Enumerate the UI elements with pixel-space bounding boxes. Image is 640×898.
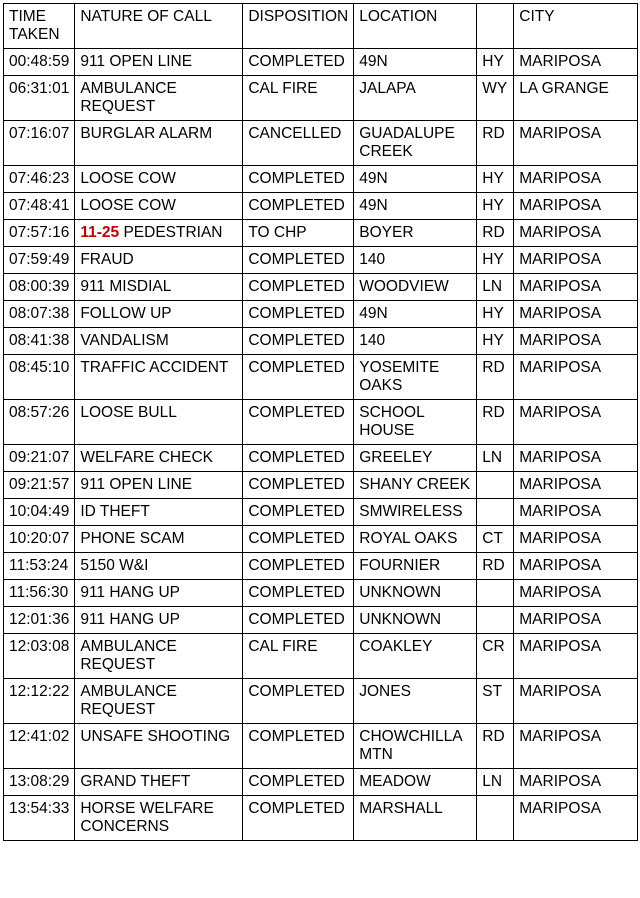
cell-nature xyxy=(75,328,243,355)
cell-city: MARIPOSA xyxy=(514,193,638,220)
cell-nature xyxy=(75,166,243,193)
nature-text: PEDESTRIAN xyxy=(119,224,223,241)
nature-text: 911 HANG UP xyxy=(80,611,180,628)
cell-nature xyxy=(75,472,243,499)
cell-location: UNKNOWN xyxy=(354,580,477,607)
cell-location: 49N xyxy=(354,193,477,220)
cell-city: MARIPOSA xyxy=(514,274,638,301)
cell-city: MARIPOSA xyxy=(514,328,638,355)
cell-disposition: COMPLETED xyxy=(243,499,354,526)
cell-nature xyxy=(75,274,243,301)
incident-code: 11-25 xyxy=(80,224,120,241)
header-suffix xyxy=(477,4,514,49)
table-row xyxy=(4,49,638,76)
cell-city: MARIPOSA xyxy=(514,301,638,328)
cell-nature xyxy=(75,400,243,445)
cell-time: 08:57:26 xyxy=(4,400,75,445)
table-row xyxy=(4,328,638,355)
cell-location: 49N xyxy=(354,49,477,76)
cell-nature xyxy=(75,499,243,526)
cell-time: 09:21:07 xyxy=(4,445,75,472)
cell-city: MARIPOSA xyxy=(514,553,638,580)
cell-nature xyxy=(75,49,243,76)
cell-disposition: COMPLETED xyxy=(243,400,354,445)
cell-location: FOURNIER xyxy=(354,553,477,580)
nature-text: 911 HANG UP xyxy=(80,584,180,601)
cell-location: 140 xyxy=(354,328,477,355)
table-row xyxy=(4,679,638,724)
table-row xyxy=(4,796,638,841)
nature-text: ID THEFT xyxy=(80,503,150,520)
cell-time: 00:48:59 xyxy=(4,49,75,76)
cell-city: MARIPOSA xyxy=(514,499,638,526)
cell-suffix: RD xyxy=(477,355,514,400)
table-row xyxy=(4,499,638,526)
cell-location: JONES xyxy=(354,679,477,724)
table-row xyxy=(4,274,638,301)
cell-disposition: COMPLETED xyxy=(243,49,354,76)
cell-time: 07:46:23 xyxy=(4,166,75,193)
cell-disposition: COMPLETED xyxy=(243,724,354,769)
cell-location: 49N xyxy=(354,301,477,328)
cell-time: 13:08:29 xyxy=(4,769,75,796)
table-row xyxy=(4,76,638,121)
cell-disposition: COMPLETED xyxy=(243,328,354,355)
cell-location: COAKLEY xyxy=(354,634,477,679)
cell-nature xyxy=(75,634,243,679)
cell-disposition: COMPLETED xyxy=(243,607,354,634)
nature-text: GRAND THEFT xyxy=(80,773,191,790)
cell-nature xyxy=(75,445,243,472)
cell-disposition: COMPLETED xyxy=(243,580,354,607)
cell-time: 10:20:07 xyxy=(4,526,75,553)
nature-text: WELFARE CHECK xyxy=(80,449,213,466)
table-row xyxy=(4,724,638,769)
table-row xyxy=(4,301,638,328)
cell-time: 13:54:33 xyxy=(4,796,75,841)
cell-disposition: COMPLETED xyxy=(243,193,354,220)
cell-suffix: RD xyxy=(477,400,514,445)
cell-time: 07:59:49 xyxy=(4,247,75,274)
table-row xyxy=(4,553,638,580)
cell-nature xyxy=(75,220,243,247)
cell-suffix xyxy=(477,580,514,607)
cell-disposition: CAL FIRE xyxy=(243,76,354,121)
cell-city: MARIPOSA xyxy=(514,472,638,499)
nature-text: AMBULANCE REQUEST xyxy=(80,683,182,718)
cell-suffix: RD xyxy=(477,724,514,769)
cell-time: 12:01:36 xyxy=(4,607,75,634)
cell-nature xyxy=(75,724,243,769)
cell-nature xyxy=(75,607,243,634)
cell-disposition: COMPLETED xyxy=(243,769,354,796)
cell-suffix: HY xyxy=(477,193,514,220)
cell-disposition: COMPLETED xyxy=(243,301,354,328)
cell-location: ROYAL OAKS xyxy=(354,526,477,553)
cell-suffix: HY xyxy=(477,247,514,274)
cell-city: MARIPOSA xyxy=(514,724,638,769)
cell-time: 07:16:07 xyxy=(4,121,75,166)
cell-time: 09:21:57 xyxy=(4,472,75,499)
cell-disposition: COMPLETED xyxy=(243,679,354,724)
cell-disposition: COMPLETED xyxy=(243,526,354,553)
cell-location: WOODVIEW xyxy=(354,274,477,301)
table-row xyxy=(4,220,638,247)
cell-city: MARIPOSA xyxy=(514,679,638,724)
nature-text: LOOSE COW xyxy=(80,197,176,214)
table-row xyxy=(4,769,638,796)
nature-text: TRAFFIC ACCIDENT xyxy=(80,359,229,376)
cell-city: MARIPOSA xyxy=(514,121,638,166)
nature-text: VANDALISM xyxy=(80,332,169,349)
cell-location: 49N xyxy=(354,166,477,193)
cell-city: LA GRANGE xyxy=(514,76,638,121)
cell-disposition: COMPLETED xyxy=(243,472,354,499)
nature-text: 5150 W&I xyxy=(80,557,149,574)
cell-nature xyxy=(75,247,243,274)
nature-text: BURGLAR ALARM xyxy=(80,125,213,142)
table-row xyxy=(4,634,638,679)
cell-disposition: COMPLETED xyxy=(243,445,354,472)
cell-city: MARIPOSA xyxy=(514,445,638,472)
cell-suffix: LN xyxy=(477,769,514,796)
cell-location: UNKNOWN xyxy=(354,607,477,634)
nature-text: FOLLOW UP xyxy=(80,305,172,322)
nature-text: 911 OPEN LINE xyxy=(80,476,193,493)
cell-suffix: CR xyxy=(477,634,514,679)
nature-text: HORSE WELFARE CONCERNS xyxy=(80,800,219,835)
cell-nature xyxy=(75,769,243,796)
cell-city: MARIPOSA xyxy=(514,400,638,445)
nature-text: 911 MISDIAL xyxy=(80,278,172,295)
cell-disposition: COMPLETED xyxy=(243,274,354,301)
cell-nature xyxy=(75,679,243,724)
cell-city: MARIPOSA xyxy=(514,247,638,274)
cell-city: MARIPOSA xyxy=(514,526,638,553)
cell-disposition: COMPLETED xyxy=(243,355,354,400)
table-row xyxy=(4,166,638,193)
cell-disposition: COMPLETED xyxy=(243,796,354,841)
cell-suffix xyxy=(477,499,514,526)
nature-text: UNSAFE SHOOTING xyxy=(80,728,231,745)
cell-time: 12:12:22 xyxy=(4,679,75,724)
cell-time: 07:57:16 xyxy=(4,220,75,247)
header-city: CITY xyxy=(514,4,638,49)
cell-suffix: HY xyxy=(477,166,514,193)
cell-nature xyxy=(75,193,243,220)
cell-location: CHOWCHILLA MTN xyxy=(354,724,477,769)
header-location: LOCATION xyxy=(354,4,477,49)
cell-disposition: COMPLETED xyxy=(243,247,354,274)
cell-location: GUADALUPE CREEK xyxy=(354,121,477,166)
cell-time: 08:07:38 xyxy=(4,301,75,328)
cell-nature xyxy=(75,355,243,400)
cell-location: MEADOW xyxy=(354,769,477,796)
cell-suffix: ST xyxy=(477,679,514,724)
cell-time: 07:48:41 xyxy=(4,193,75,220)
nature-text: AMBULANCE REQUEST xyxy=(80,80,182,115)
table-row xyxy=(4,445,638,472)
table-row xyxy=(4,400,638,445)
cell-city: MARIPOSA xyxy=(514,607,638,634)
header-row xyxy=(4,4,638,49)
cell-time: 08:45:10 xyxy=(4,355,75,400)
cell-location: SCHOOL HOUSE xyxy=(354,400,477,445)
cell-suffix: WY xyxy=(477,76,514,121)
cell-nature xyxy=(75,580,243,607)
cell-time: 12:03:08 xyxy=(4,634,75,679)
cell-location: MARSHALL xyxy=(354,796,477,841)
cell-location: JALAPA xyxy=(354,76,477,121)
header-nature: NATURE OF CALL xyxy=(75,4,243,49)
cell-time: 11:53:24 xyxy=(4,553,75,580)
table-row xyxy=(4,193,638,220)
nature-text: AMBULANCE REQUEST xyxy=(80,638,182,673)
cell-city: MARIPOSA xyxy=(514,796,638,841)
cell-time: 08:00:39 xyxy=(4,274,75,301)
nature-text: LOOSE BULL xyxy=(80,404,177,421)
cell-nature xyxy=(75,796,243,841)
cell-disposition: CANCELLED xyxy=(243,121,354,166)
cell-city: MARIPOSA xyxy=(514,166,638,193)
cell-suffix xyxy=(477,472,514,499)
cell-location: 140 xyxy=(354,247,477,274)
cell-suffix: CT xyxy=(477,526,514,553)
cell-time: 08:41:38 xyxy=(4,328,75,355)
table-row xyxy=(4,472,638,499)
cell-time: 11:56:30 xyxy=(4,580,75,607)
cell-time: 10:04:49 xyxy=(4,499,75,526)
cell-time: 06:31:01 xyxy=(4,76,75,121)
cell-nature xyxy=(75,553,243,580)
header-disposition: DISPOSITION xyxy=(243,4,354,49)
cell-location: YOSEMITE OAKS xyxy=(354,355,477,400)
cell-disposition: COMPLETED xyxy=(243,166,354,193)
table-row xyxy=(4,526,638,553)
nature-text: LOOSE COW xyxy=(80,170,176,187)
table-row xyxy=(4,121,638,166)
cell-disposition: TO CHP xyxy=(243,220,354,247)
cell-city: MARIPOSA xyxy=(514,634,638,679)
table-row xyxy=(4,247,638,274)
cell-location: GREELEY xyxy=(354,445,477,472)
cell-time: 12:41:02 xyxy=(4,724,75,769)
cell-location: SHANY CREEK xyxy=(354,472,477,499)
nature-text: 911 OPEN LINE xyxy=(80,53,193,70)
table-row xyxy=(4,580,638,607)
cell-nature xyxy=(75,121,243,166)
cell-suffix: LN xyxy=(477,274,514,301)
cell-location: SMWIRELESS xyxy=(354,499,477,526)
cell-suffix: HY xyxy=(477,49,514,76)
nature-text: PHONE SCAM xyxy=(80,530,185,547)
cell-suffix: HY xyxy=(477,328,514,355)
cell-suffix: HY xyxy=(477,301,514,328)
cell-city: MARIPOSA xyxy=(514,220,638,247)
cell-nature xyxy=(75,526,243,553)
cell-suffix: LN xyxy=(477,445,514,472)
table-row xyxy=(4,355,638,400)
cell-suffix: RD xyxy=(477,220,514,247)
cell-suffix: RD xyxy=(477,121,514,166)
cell-city: MARIPOSA xyxy=(514,49,638,76)
cell-location: BOYER xyxy=(354,220,477,247)
cell-suffix xyxy=(477,796,514,841)
header-time: TIME TAKEN xyxy=(4,4,75,49)
call-log-table xyxy=(3,3,638,841)
cell-suffix: RD xyxy=(477,553,514,580)
cell-city: MARIPOSA xyxy=(514,355,638,400)
cell-nature xyxy=(75,76,243,121)
cell-nature xyxy=(75,301,243,328)
cell-suffix xyxy=(477,607,514,634)
cell-city: MARIPOSA xyxy=(514,769,638,796)
cell-city: MARIPOSA xyxy=(514,580,638,607)
table-row xyxy=(4,607,638,634)
cell-disposition: CAL FIRE xyxy=(243,634,354,679)
cell-disposition: COMPLETED xyxy=(243,553,354,580)
nature-text: FRAUD xyxy=(80,251,134,268)
